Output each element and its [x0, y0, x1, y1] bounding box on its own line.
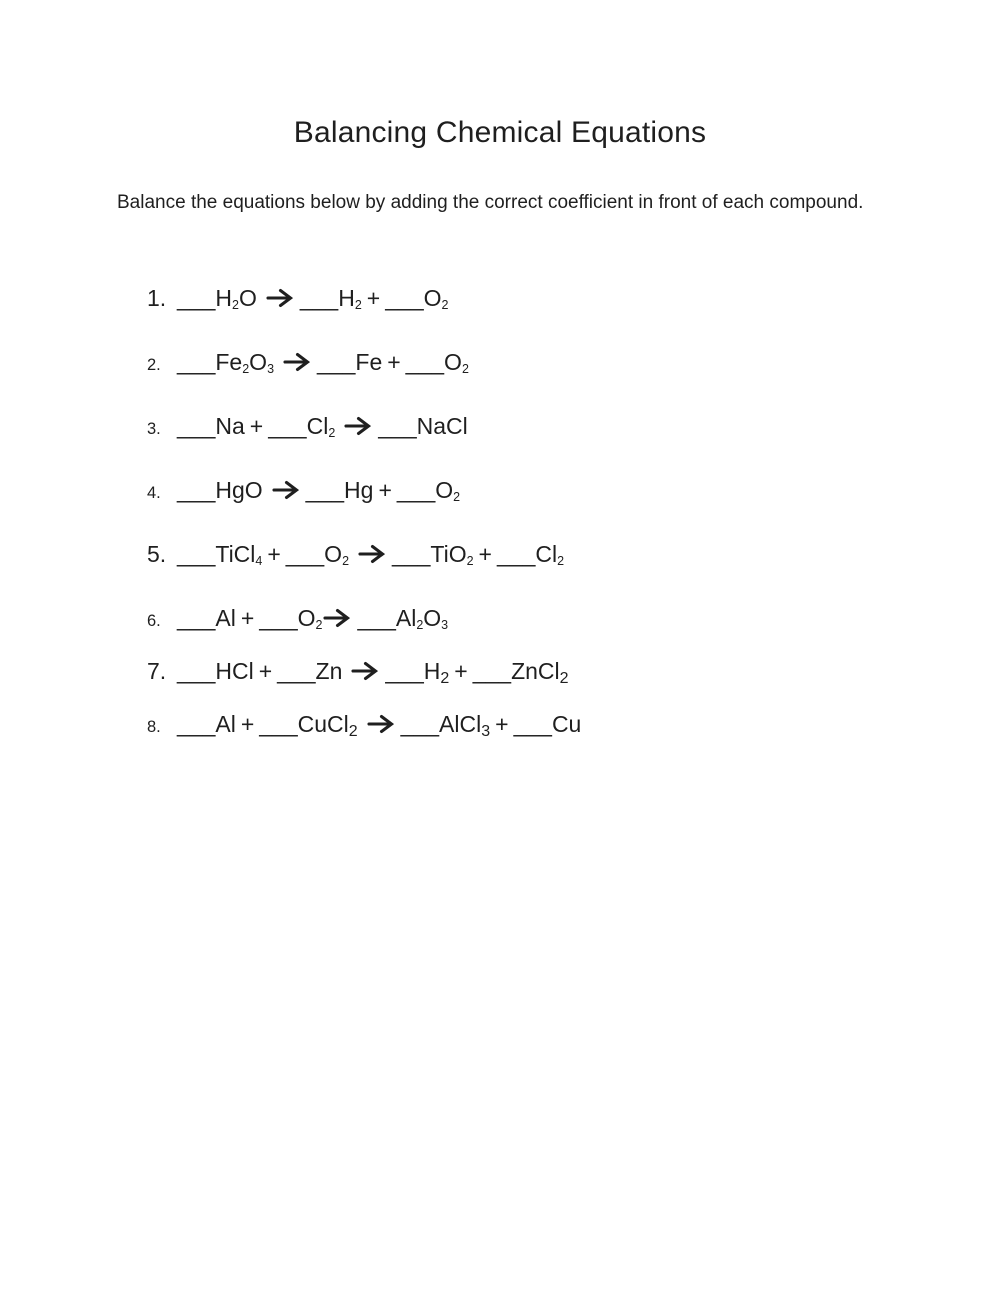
answer-blank[interactable]: ___ — [392, 541, 431, 567]
formula-text: O — [444, 349, 462, 375]
formula-subscript: 2 — [441, 298, 449, 312]
answer-blank[interactable]: ___ — [299, 285, 339, 311]
answer-blank[interactable]: ___ — [259, 711, 298, 737]
answer-blank[interactable]: ___ — [405, 349, 445, 375]
formula-text: Fe — [355, 349, 383, 375]
formula-subscript: 2 — [232, 298, 239, 312]
formula-text: H — [338, 285, 355, 311]
plus-sign: + — [267, 541, 281, 567]
answer-blank[interactable]: ___ — [305, 477, 345, 503]
plus-sign: + — [240, 605, 255, 631]
answer-blank[interactable]: ___ — [357, 605, 396, 631]
equation-row — [147, 330, 847, 394]
answer-blank[interactable]: ___ — [385, 285, 424, 311]
equation-expression — [177, 541, 564, 567]
formula-subscript: 2 — [242, 362, 250, 376]
equation-number: 7. — [147, 658, 167, 684]
answer-blank[interactable]: ___ — [177, 349, 216, 375]
formula-subscript: 2 — [315, 618, 323, 632]
equation-expression — [177, 349, 469, 375]
equation-number: 2. — [147, 356, 161, 374]
equation-number: 8. — [147, 718, 161, 736]
right-arrow-icon — [358, 544, 385, 564]
answer-blank[interactable]: ___ — [177, 541, 216, 567]
formula-text: Na — [215, 413, 245, 439]
formula-subscript: 2 — [328, 426, 336, 440]
formula-text: AlCl — [439, 711, 482, 737]
formula-text: O — [324, 541, 343, 567]
formula-text: ZnCl — [511, 658, 560, 684]
formula-text: TiO — [430, 541, 467, 567]
formula-subscript: 2 — [557, 554, 565, 568]
right-arrow-icon — [323, 608, 350, 628]
formula-subscript: 2 — [440, 670, 450, 687]
answer-blank[interactable]: ___ — [177, 477, 216, 503]
answer-blank[interactable]: ___ — [277, 658, 316, 684]
answer-blank[interactable]: ___ — [177, 285, 216, 311]
right-arrow-icon — [266, 288, 293, 308]
formula-subscript: 3 — [481, 723, 491, 740]
equation-expression — [177, 658, 569, 687]
instructions-text: Balance the equations below by adding the correct coefficient in front of each compound. — [117, 192, 864, 213]
formula-text: HgO — [215, 477, 263, 503]
answer-blank[interactable]: ___ — [472, 658, 512, 684]
equation-number: 4. — [147, 484, 161, 502]
answer-blank[interactable]: ___ — [385, 658, 424, 684]
answer-blank[interactable]: ___ — [496, 541, 536, 567]
answer-blank[interactable]: ___ — [259, 605, 298, 631]
formula-text: Cl — [535, 541, 558, 567]
answer-blank[interactable]: ___ — [400, 711, 440, 737]
plus-sign: + — [454, 658, 468, 684]
plus-sign: + — [495, 711, 509, 737]
formula-text: TiCl — [215, 541, 256, 567]
plus-sign: + — [366, 285, 381, 311]
formula-subscript: 2 — [354, 298, 362, 312]
formula-text: NaCl — [416, 413, 468, 439]
formula-text: H — [423, 658, 441, 684]
plus-sign: + — [387, 349, 401, 375]
formula-subscript: 2 — [342, 554, 350, 568]
equation-number: 1. — [147, 285, 167, 311]
right-arrow-icon — [351, 661, 378, 681]
formula-text: Fe — [215, 349, 243, 375]
right-arrow-icon — [272, 480, 299, 500]
equation-number: 3. — [147, 420, 161, 438]
plus-sign: + — [240, 711, 255, 737]
equation-row — [147, 522, 847, 586]
formula-text: O — [238, 285, 257, 311]
formula-subscript: 2 — [461, 362, 469, 376]
formula-subscript: 3 — [267, 362, 275, 376]
plus-sign: + — [478, 541, 492, 567]
answer-blank[interactable]: ___ — [268, 413, 307, 439]
answer-blank[interactable]: ___ — [513, 711, 552, 737]
equation-expression — [177, 711, 582, 740]
equation-row — [147, 692, 847, 756]
formula-text: Al — [215, 711, 236, 737]
formula-text: Hg — [344, 477, 374, 503]
formula-text: Al — [215, 605, 236, 631]
answer-blank[interactable]: ___ — [177, 658, 216, 684]
right-arrow-icon — [344, 416, 371, 436]
plus-sign: + — [378, 477, 392, 503]
answer-blank[interactable]: ___ — [285, 541, 325, 567]
plus-sign: + — [249, 413, 264, 439]
formula-text: Al — [395, 605, 417, 631]
formula-text: Cu — [551, 711, 582, 737]
answer-blank[interactable]: ___ — [396, 477, 436, 503]
page-title: Balancing Chemical Equations — [293, 116, 707, 149]
formula-text: Cl — [306, 413, 329, 439]
formula-text: H — [215, 285, 232, 311]
formula-text: O — [297, 605, 316, 631]
formula-subscript: 3 — [441, 618, 449, 632]
equation-expression — [177, 285, 448, 311]
equation-list — [147, 266, 847, 756]
formula-text: CuCl — [297, 711, 349, 737]
equation-expression — [177, 605, 448, 631]
answer-blank[interactable]: ___ — [177, 711, 216, 737]
equation-row — [147, 394, 847, 458]
formula-text: O — [435, 477, 454, 503]
formula-subscript: 4 — [255, 554, 263, 568]
answer-blank[interactable]: ___ — [317, 349, 356, 375]
formula-subscript: 2 — [453, 490, 461, 504]
answer-blank[interactable]: ___ — [177, 413, 216, 439]
equation-expression — [177, 477, 460, 503]
right-arrow-icon — [283, 352, 310, 372]
formula-subscript: 2 — [348, 723, 358, 740]
equation-number: 5. — [147, 541, 167, 567]
formula-subscript: 2 — [416, 618, 424, 632]
formula-subscript: 2 — [466, 554, 474, 568]
formula-subscript: 2 — [559, 670, 569, 687]
formula-text: O — [423, 285, 442, 311]
right-arrow-icon — [367, 714, 394, 734]
equation-row — [147, 266, 847, 330]
answer-blank[interactable]: ___ — [378, 413, 417, 439]
formula-text: HCl — [215, 658, 254, 684]
answer-blank[interactable]: ___ — [177, 605, 216, 631]
formula-text: Zn — [315, 658, 343, 684]
equation-row — [147, 458, 847, 522]
equation-number: 6. — [147, 612, 161, 630]
plus-sign: + — [258, 658, 273, 684]
formula-text: O — [249, 349, 268, 375]
formula-text: O — [423, 605, 442, 631]
equation-expression — [177, 413, 468, 439]
